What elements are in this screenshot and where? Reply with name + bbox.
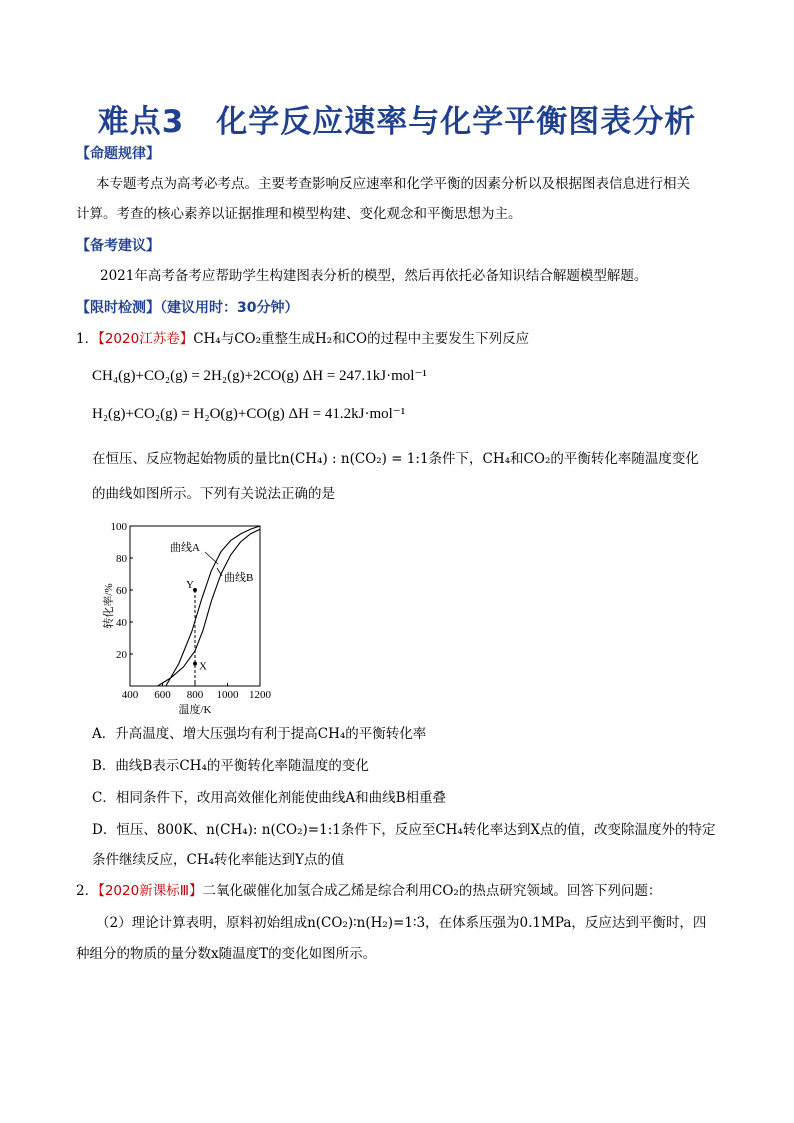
point-x [193,662,197,666]
question-1-intro: CH₄与CO₂重整生成H₂和CO的过程中主要发生下列反应 [193,331,530,347]
curve-b-leader [217,568,222,576]
test-label: 【限时检测】（建议用时：30分钟） [76,300,299,316]
question-2-source: 【2020新课标Ⅲ】 [98,883,203,899]
condition-text-2: 的曲线如图所示。下列有关说法正确的是 [92,486,335,502]
equation-1: CH₄(g)+CO₂(g) = 2H₂(g)+2CO(g) ΔH = 247.1kJ·mol⁻¹ [92,368,427,384]
y-tick-label: 60 [116,585,127,597]
question-2-intro: 二氧化碳催化加氢合成乙烯是综合利用CO₂的热点研究领域。回答下列问题： [202,883,662,899]
advice-text: 2021年高考备考应帮助学生构建图表分析的模型，然后再依托必备知识结合解题模型解题。 [100,268,648,284]
y-tick-label: 20 [116,649,127,661]
curve-a-leader [205,552,218,564]
option-d-line-1[interactable]: D．恒压、800K、n(CH₄): n(CO₂)=1:1条件下，反应至CH₄转化率达到X点的值，改变除温度外的特定 [92,822,716,838]
option-d-line-2[interactable]: 条件继续反应，CH₄转化率能达到Y点的值 [92,852,345,868]
y-tick-label: 100 [110,521,127,533]
question-1-source: 【2020江苏卷】 [98,331,194,347]
question-1-number: 1． [76,331,99,347]
question-2-sub-2: 种组分的物质的量分数x随温度T的变化如图所示。 [76,946,377,962]
equation-2: H₂(g)+CO₂(g) = H₂O(g)+CO(g) ΔH = 41.2kJ·mol⁻¹ [92,406,406,422]
question-2-number: 2． [76,883,99,899]
x-axis-label: 温度/K [178,704,212,716]
rule-text-2: 计算。考查的核心素养以证据推理和模型构建、变化观念和平衡思想为主。 [76,206,522,222]
condition-text-1: 在恒压、反应物起始物质的量比n(CH₄) : n(CO₂) = 1:1条件下，CH₄和CO₂的平衡转化率随温度变化 [92,451,699,467]
conversion-chart [100,518,280,718]
rule-label: 【命题规律】 [76,146,160,162]
point-label-x: X [199,660,207,673]
question-1-line [76,329,529,349]
curve-a-label: 曲线A [170,542,200,554]
question-2-sub-1: （2）理论计算表明，原料初始组成n(CO₂)∶n(H₂)=1∶3，在体系压强为0.1MPa，反应达到平衡时，四 [96,915,707,931]
y-tick-label: 40 [116,617,127,629]
curve-b-label: 曲线B [224,572,254,584]
x-tick-label: 600 [154,689,171,701]
option-a[interactable]: A．升高温度、增大压强均有利于提高CH₄的平衡转化率 [92,726,427,742]
option-c[interactable]: C．相同条件下，改用高效催化剂能使曲线A和曲线B相重叠 [92,790,446,806]
page-title: 难点3 化学反应速率与化学平衡图表分析 [97,104,697,140]
rule-text-1: 本专题考点为高考必考点。主要考查影响反应速率和化学平衡的因素分析以及根据图表信息进行相关 [96,176,690,192]
x-tick-label: 400 [121,689,139,701]
y-axis-label: 转化率/% [103,583,115,629]
x-tick-label: 800 [186,689,204,701]
y-tick-label: 80 [116,553,127,565]
point-label-y: Y [186,579,194,591]
option-b[interactable]: B．曲线B表示CH₄的平衡转化率随温度的变化 [92,758,369,774]
x-tick-label: 1000 [216,689,239,701]
x-tick-label: 1200 [249,689,271,701]
advice-label: 【备考建议】 [76,238,160,254]
question-2-line [76,881,661,901]
